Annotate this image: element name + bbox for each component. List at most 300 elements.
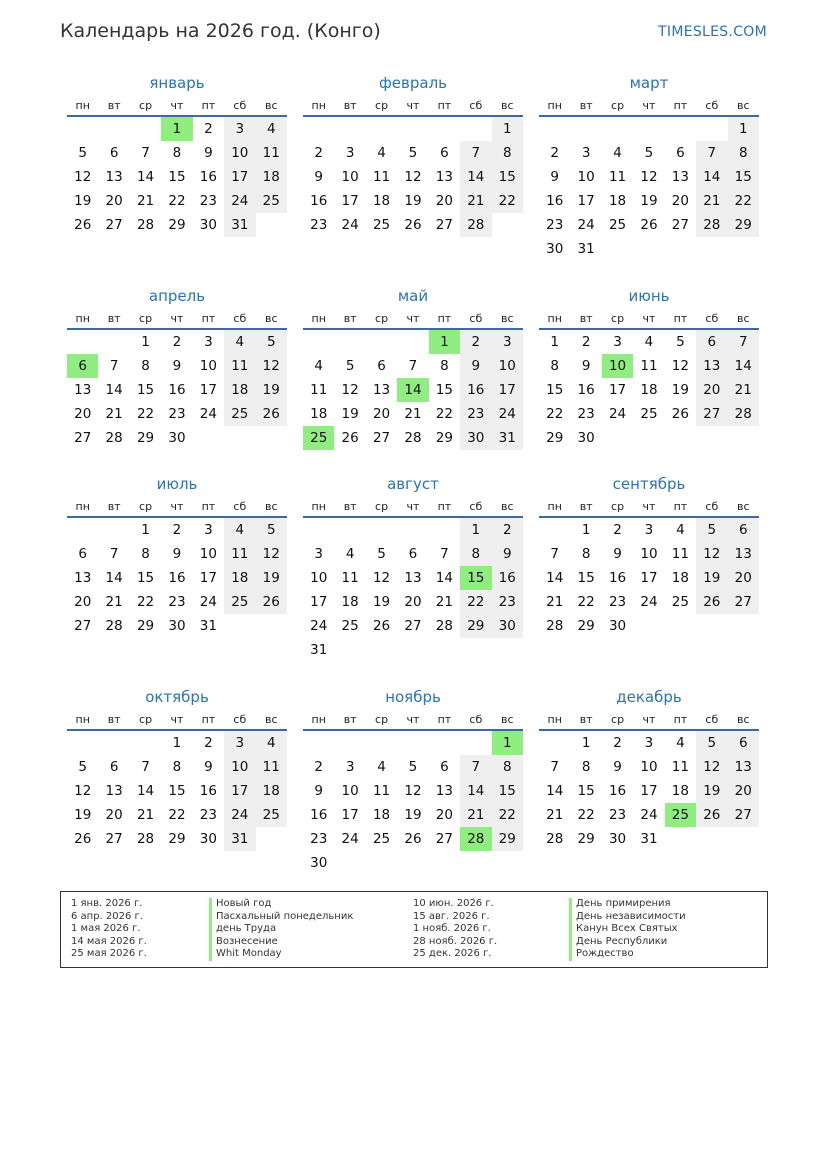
day-cell: 31: [199, 618, 217, 634]
months-grid: [67, 70, 761, 880]
day-cell: 19: [696, 779, 727, 803]
day-cell: 29: [435, 430, 453, 446]
weekday-label: вс: [736, 500, 750, 513]
weekday-label: вт: [107, 312, 121, 325]
day-cell: 31: [492, 426, 523, 450]
month-name: май: [397, 287, 429, 305]
day-cell: 12: [404, 169, 422, 185]
day-cell: 2: [172, 334, 182, 350]
day-cell: 29: [546, 430, 564, 446]
day-cell: 12: [696, 542, 727, 566]
day-cell: 3: [581, 145, 591, 161]
day-cell: 5: [256, 518, 287, 542]
day-cell: 11: [341, 570, 359, 586]
day-cell: 26: [696, 590, 727, 614]
weekday-label: вт: [107, 713, 121, 726]
day-cell: 4: [676, 735, 685, 751]
legend-holiday-name: Канун Всех Святых: [569, 923, 686, 936]
day-cell: 14: [136, 169, 155, 185]
month-name: октябрь: [145, 688, 209, 706]
day-cell: 7: [696, 141, 727, 165]
day-cell: 10: [224, 141, 255, 165]
day-cell: 4: [256, 731, 287, 755]
day-cell: 7: [460, 755, 491, 779]
day-cell: 16: [460, 378, 491, 402]
legend-holiday-name: Вознесение: [209, 936, 353, 949]
brand-link[interactable]: TIMESLES.COM: [658, 24, 767, 40]
weekday-label: чт: [170, 99, 184, 112]
day-cell: 14: [728, 354, 759, 378]
empty-cell: [539, 117, 570, 141]
day-cell: 19: [671, 382, 689, 398]
day-cell: 2: [204, 121, 213, 137]
month-4: [303, 283, 523, 450]
weekday-label: вт: [343, 99, 357, 112]
day-cell: 23: [608, 594, 627, 610]
day-cell: 27: [728, 590, 759, 614]
day-cell: 9: [581, 358, 591, 374]
month-1: [303, 70, 523, 237]
day-cell: 7: [141, 759, 150, 775]
day-cell: 11: [671, 759, 689, 775]
day-cell: 7: [141, 145, 150, 161]
day-cell: 25: [224, 590, 255, 614]
day-cell: 21: [696, 189, 727, 213]
weekday-label: пт: [673, 312, 688, 325]
day-cell: 25: [372, 217, 391, 233]
weekday-label: вс: [264, 713, 278, 726]
day-cell: 7: [440, 546, 449, 562]
day-cell: 6: [676, 145, 685, 161]
day-cell: 26: [404, 217, 422, 233]
day-cell: 28: [435, 618, 453, 634]
day-cell: 2: [460, 330, 491, 354]
day-cell: 11: [224, 354, 255, 378]
day-cell: 26: [696, 803, 727, 827]
day-cell: 13: [372, 382, 391, 398]
weekday-label: вт: [579, 312, 593, 325]
weekday-label: вт: [107, 99, 121, 112]
day-cell: 20: [74, 594, 92, 610]
day-cell: 30: [199, 831, 217, 847]
day-grid: [303, 731, 523, 875]
empty-cell: [602, 117, 633, 141]
month-11: [539, 684, 759, 851]
day-cell: 16: [492, 566, 523, 590]
weekday-label: сб: [469, 500, 483, 513]
holiday-day-cell: 1: [492, 731, 523, 755]
weekday-label: чт: [406, 99, 420, 112]
weekday-label: пт: [201, 713, 216, 726]
day-cell: 8: [172, 759, 182, 775]
day-cell: 7: [728, 330, 759, 354]
weekday-label: ср: [375, 500, 389, 513]
weekday-label: чт: [170, 312, 184, 325]
day-cell: 21: [546, 807, 564, 823]
month-8: [539, 471, 759, 638]
empty-cell: [366, 330, 397, 354]
empty-cell: [366, 731, 397, 755]
day-cell: 18: [224, 378, 255, 402]
day-grid: [539, 518, 759, 638]
day-cell: 25: [640, 406, 658, 422]
day-cell: 3: [345, 145, 355, 161]
month-name: апрель: [148, 287, 206, 305]
weekday-label: вт: [579, 713, 593, 726]
weekday-label: сб: [233, 500, 247, 513]
weekday-header: [303, 497, 523, 518]
day-cell: 4: [256, 117, 287, 141]
weekday-label: пн: [75, 500, 90, 513]
day-cell: 29: [728, 213, 759, 237]
day-cell: 30: [168, 618, 186, 634]
legend-date: 1 нояб. 2026 г.: [413, 923, 491, 935]
weekday-label: вс: [736, 312, 750, 325]
legend-date: 25 мая 2026 г.: [71, 948, 147, 960]
holiday-day-cell: 25: [303, 426, 334, 450]
day-cell: 5: [78, 759, 87, 775]
day-cell: 22: [168, 193, 186, 209]
day-cell: 27: [671, 217, 689, 233]
day-cell: 3: [224, 117, 255, 141]
holiday-day-cell: 25: [665, 803, 696, 827]
day-cell: 20: [435, 193, 453, 209]
day-cell: 17: [341, 193, 359, 209]
day-cell: 16: [310, 807, 328, 823]
day-cell: 7: [109, 358, 119, 374]
day-cell: 1: [581, 735, 591, 751]
weekday-label: вт: [343, 500, 357, 513]
weekday-label: сб: [469, 312, 483, 325]
day-cell: 27: [74, 430, 92, 446]
weekday-header: [539, 497, 759, 518]
empty-cell: [366, 518, 397, 542]
day-grid: [539, 330, 759, 450]
day-cell: 4: [314, 358, 323, 374]
day-cell: 9: [613, 546, 622, 562]
day-cell: 12: [74, 783, 92, 799]
legend-holiday-name: день Труда: [209, 923, 353, 936]
weekday-label: чт: [406, 500, 420, 513]
day-cell: 3: [204, 522, 213, 538]
day-grid: [303, 330, 523, 450]
day-cell: 5: [345, 358, 355, 374]
day-cell: 2: [204, 735, 213, 751]
day-cell: 14: [460, 779, 491, 803]
empty-cell: [460, 117, 491, 141]
day-cell: 23: [168, 406, 186, 422]
weekday-label: пт: [437, 312, 452, 325]
day-cell: 8: [460, 542, 491, 566]
weekday-label: ср: [139, 500, 153, 513]
day-cell: 26: [74, 217, 92, 233]
day-cell: 10: [577, 169, 595, 185]
day-cell: 5: [408, 759, 418, 775]
month-name: январь: [149, 74, 205, 92]
day-cell: 22: [577, 594, 595, 610]
day-cell: 27: [696, 402, 727, 426]
weekday-label: сб: [705, 500, 719, 513]
weekday-label: пн: [547, 500, 562, 513]
empty-cell: [98, 518, 129, 542]
weekday-label: пн: [311, 713, 326, 726]
holiday-day-cell: 1: [429, 330, 460, 354]
day-cell: 20: [696, 378, 727, 402]
day-cell: 14: [136, 783, 155, 799]
month-10: [303, 684, 523, 875]
day-cell: 21: [435, 594, 453, 610]
day-cell: 24: [608, 406, 627, 422]
day-cell: 1: [492, 117, 523, 141]
weekday-header: [539, 309, 759, 330]
day-cell: 9: [492, 542, 523, 566]
day-cell: 18: [671, 570, 689, 586]
day-grid: [67, 330, 287, 450]
day-cell: 12: [74, 169, 92, 185]
day-cell: 21: [404, 406, 422, 422]
weekday-label: пн: [75, 312, 90, 325]
day-cell: 1: [141, 522, 150, 538]
holiday-day-cell: 10: [602, 354, 633, 378]
day-grid: [67, 117, 287, 237]
month-name: ноябрь: [385, 688, 441, 706]
day-cell: 13: [74, 570, 92, 586]
day-cell: 1: [728, 117, 759, 141]
month-name: июнь: [628, 287, 670, 305]
day-cell: 13: [105, 169, 123, 185]
day-cell: 20: [671, 193, 689, 209]
day-cell: 10: [199, 358, 217, 374]
day-cell: 23: [460, 402, 491, 426]
day-cell: 26: [640, 217, 658, 233]
day-cell: 17: [640, 570, 658, 586]
legend-date: 6 апр. 2026 г.: [71, 910, 143, 922]
weekday-label: сб: [233, 312, 247, 325]
empty-cell: [570, 117, 601, 141]
day-cell: 12: [404, 783, 422, 799]
empty-cell: [334, 330, 365, 354]
weekday-label: пн: [311, 500, 326, 513]
day-cell: 29: [168, 217, 186, 233]
weekday-label: ср: [375, 99, 389, 112]
day-cell: 15: [577, 783, 595, 799]
day-cell: 12: [696, 755, 727, 779]
day-cell: 15: [546, 382, 564, 398]
weekday-label: пт: [673, 99, 688, 112]
day-cell: 8: [728, 141, 759, 165]
day-cell: 9: [172, 546, 182, 562]
empty-cell: [303, 117, 334, 141]
day-cell: 30: [168, 430, 186, 446]
day-cell: 26: [404, 831, 422, 847]
weekday-label: ср: [611, 500, 625, 513]
day-cell: 17: [224, 165, 255, 189]
day-cell: 5: [676, 334, 685, 350]
weekday-label: пт: [201, 312, 216, 325]
empty-cell: [334, 731, 365, 755]
weekday-label: пн: [547, 99, 562, 112]
day-cell: 22: [460, 590, 491, 614]
day-cell: 9: [314, 169, 323, 185]
day-cell: 16: [546, 193, 564, 209]
empty-cell: [130, 731, 161, 755]
weekday-label: вс: [264, 500, 278, 513]
day-cell: 18: [372, 807, 391, 823]
month-9: [67, 684, 287, 851]
day-cell: 12: [372, 570, 391, 586]
weekday-header: [303, 710, 523, 731]
legend-date: 28 нояб. 2026 г.: [413, 935, 498, 947]
day-cell: 19: [341, 406, 359, 422]
day-cell: 17: [310, 594, 328, 610]
day-cell: 31: [224, 827, 255, 851]
weekday-label: вс: [264, 99, 278, 112]
day-cell: 20: [404, 594, 422, 610]
weekday-label: чт: [406, 312, 420, 325]
day-cell: 3: [492, 330, 523, 354]
legend-holiday-name: Рождество: [569, 948, 686, 961]
weekday-label: вс: [736, 713, 750, 726]
day-cell: 24: [341, 831, 359, 847]
empty-cell: [696, 117, 727, 141]
day-cell: 18: [341, 594, 359, 610]
day-cell: 22: [728, 189, 759, 213]
month-2: [539, 70, 759, 261]
day-cell: 17: [199, 382, 217, 398]
day-cell: 29: [577, 831, 595, 847]
day-cell: 11: [256, 141, 287, 165]
day-cell: 6: [109, 145, 119, 161]
day-cell: 14: [696, 165, 727, 189]
legend-holiday-name: День независимости: [569, 911, 686, 924]
day-cell: 16: [310, 193, 328, 209]
weekday-label: вс: [264, 312, 278, 325]
day-cell: 7: [408, 358, 418, 374]
empty-cell: [429, 731, 460, 755]
day-cell: 3: [345, 759, 355, 775]
day-cell: 28: [460, 213, 491, 237]
day-cell: 1: [172, 735, 182, 751]
day-cell: 2: [172, 522, 182, 538]
weekday-label: вт: [343, 312, 357, 325]
empty-cell: [303, 330, 334, 354]
day-cell: 14: [460, 165, 491, 189]
empty-cell: [67, 518, 98, 542]
weekday-label: ср: [139, 99, 153, 112]
page-title: Календарь на 2026 год. (Конго): [60, 20, 381, 42]
weekday-label: вс: [500, 713, 514, 726]
day-cell: 17: [640, 783, 658, 799]
weekday-label: пт: [201, 99, 216, 112]
weekday-label: пт: [201, 500, 216, 513]
day-cell: 13: [74, 382, 92, 398]
empty-cell: [397, 330, 428, 354]
weekday-label: ср: [375, 312, 389, 325]
day-cell: 30: [199, 217, 217, 233]
legend-date: 15 авг. 2026 г.: [413, 910, 490, 922]
day-cell: 4: [644, 334, 654, 350]
day-cell: 5: [78, 145, 87, 161]
day-cell: 22: [168, 807, 186, 823]
day-cell: 12: [640, 169, 658, 185]
day-cell: 2: [492, 518, 523, 542]
holiday-day-cell: 15: [460, 566, 491, 590]
day-cell: 8: [550, 358, 559, 374]
day-cell: 27: [435, 217, 453, 233]
day-cell: 22: [492, 803, 523, 827]
day-cell: 5: [408, 145, 418, 161]
day-cell: 19: [404, 193, 422, 209]
day-cell: 9: [550, 169, 559, 185]
weekday-label: пн: [311, 99, 326, 112]
day-cell: 23: [492, 590, 523, 614]
day-cell: 3: [204, 334, 213, 350]
weekday-label: пн: [75, 713, 90, 726]
weekday-label: вт: [579, 500, 593, 513]
empty-cell: [334, 518, 365, 542]
empty-cell: [334, 117, 365, 141]
day-cell: 21: [728, 378, 759, 402]
day-cell: 23: [608, 807, 627, 823]
day-cell: 26: [256, 402, 287, 426]
day-cell: 24: [224, 803, 255, 827]
month-5: [539, 283, 759, 450]
day-cell: 18: [640, 382, 658, 398]
weekday-label: чт: [642, 99, 656, 112]
weekday-label: чт: [642, 312, 656, 325]
day-cell: 8: [141, 546, 150, 562]
weekday-label: сб: [233, 713, 247, 726]
day-cell: 19: [74, 807, 92, 823]
day-cell: 10: [341, 169, 359, 185]
day-cell: 30: [460, 426, 491, 450]
day-cell: 19: [256, 566, 287, 590]
day-cell: 23: [310, 217, 328, 233]
day-cell: 27: [372, 430, 391, 446]
day-cell: 24: [224, 189, 255, 213]
legend-date: 10 июн. 2026 г.: [413, 898, 494, 909]
holiday-day-cell: 1: [161, 117, 192, 141]
weekday-label: сб: [469, 99, 483, 112]
day-cell: 9: [172, 358, 182, 374]
day-cell: 4: [224, 330, 255, 354]
day-cell: 19: [640, 193, 658, 209]
weekday-label: пт: [437, 99, 452, 112]
day-cell: 6: [728, 518, 759, 542]
weekday-label: пн: [75, 99, 90, 112]
day-cell: 29: [492, 827, 523, 851]
month-name: февраль: [378, 74, 448, 92]
day-cell: 16: [199, 169, 217, 185]
weekday-label: ср: [611, 99, 625, 112]
weekday-header: [67, 710, 287, 731]
day-cell: 26: [341, 430, 359, 446]
weekday-label: ср: [139, 713, 153, 726]
day-cell: 5: [644, 145, 654, 161]
day-cell: 5: [696, 731, 727, 755]
weekday-label: ср: [375, 713, 389, 726]
day-cell: 15: [136, 570, 155, 586]
empty-cell: [633, 117, 664, 141]
weekday-label: чт: [406, 713, 420, 726]
empty-cell: [303, 518, 334, 542]
empty-cell: [539, 518, 570, 542]
day-cell: 24: [640, 594, 658, 610]
day-cell: 10: [341, 783, 359, 799]
weekday-label: пн: [311, 312, 326, 325]
day-cell: 28: [136, 217, 155, 233]
day-cell: 13: [435, 783, 453, 799]
